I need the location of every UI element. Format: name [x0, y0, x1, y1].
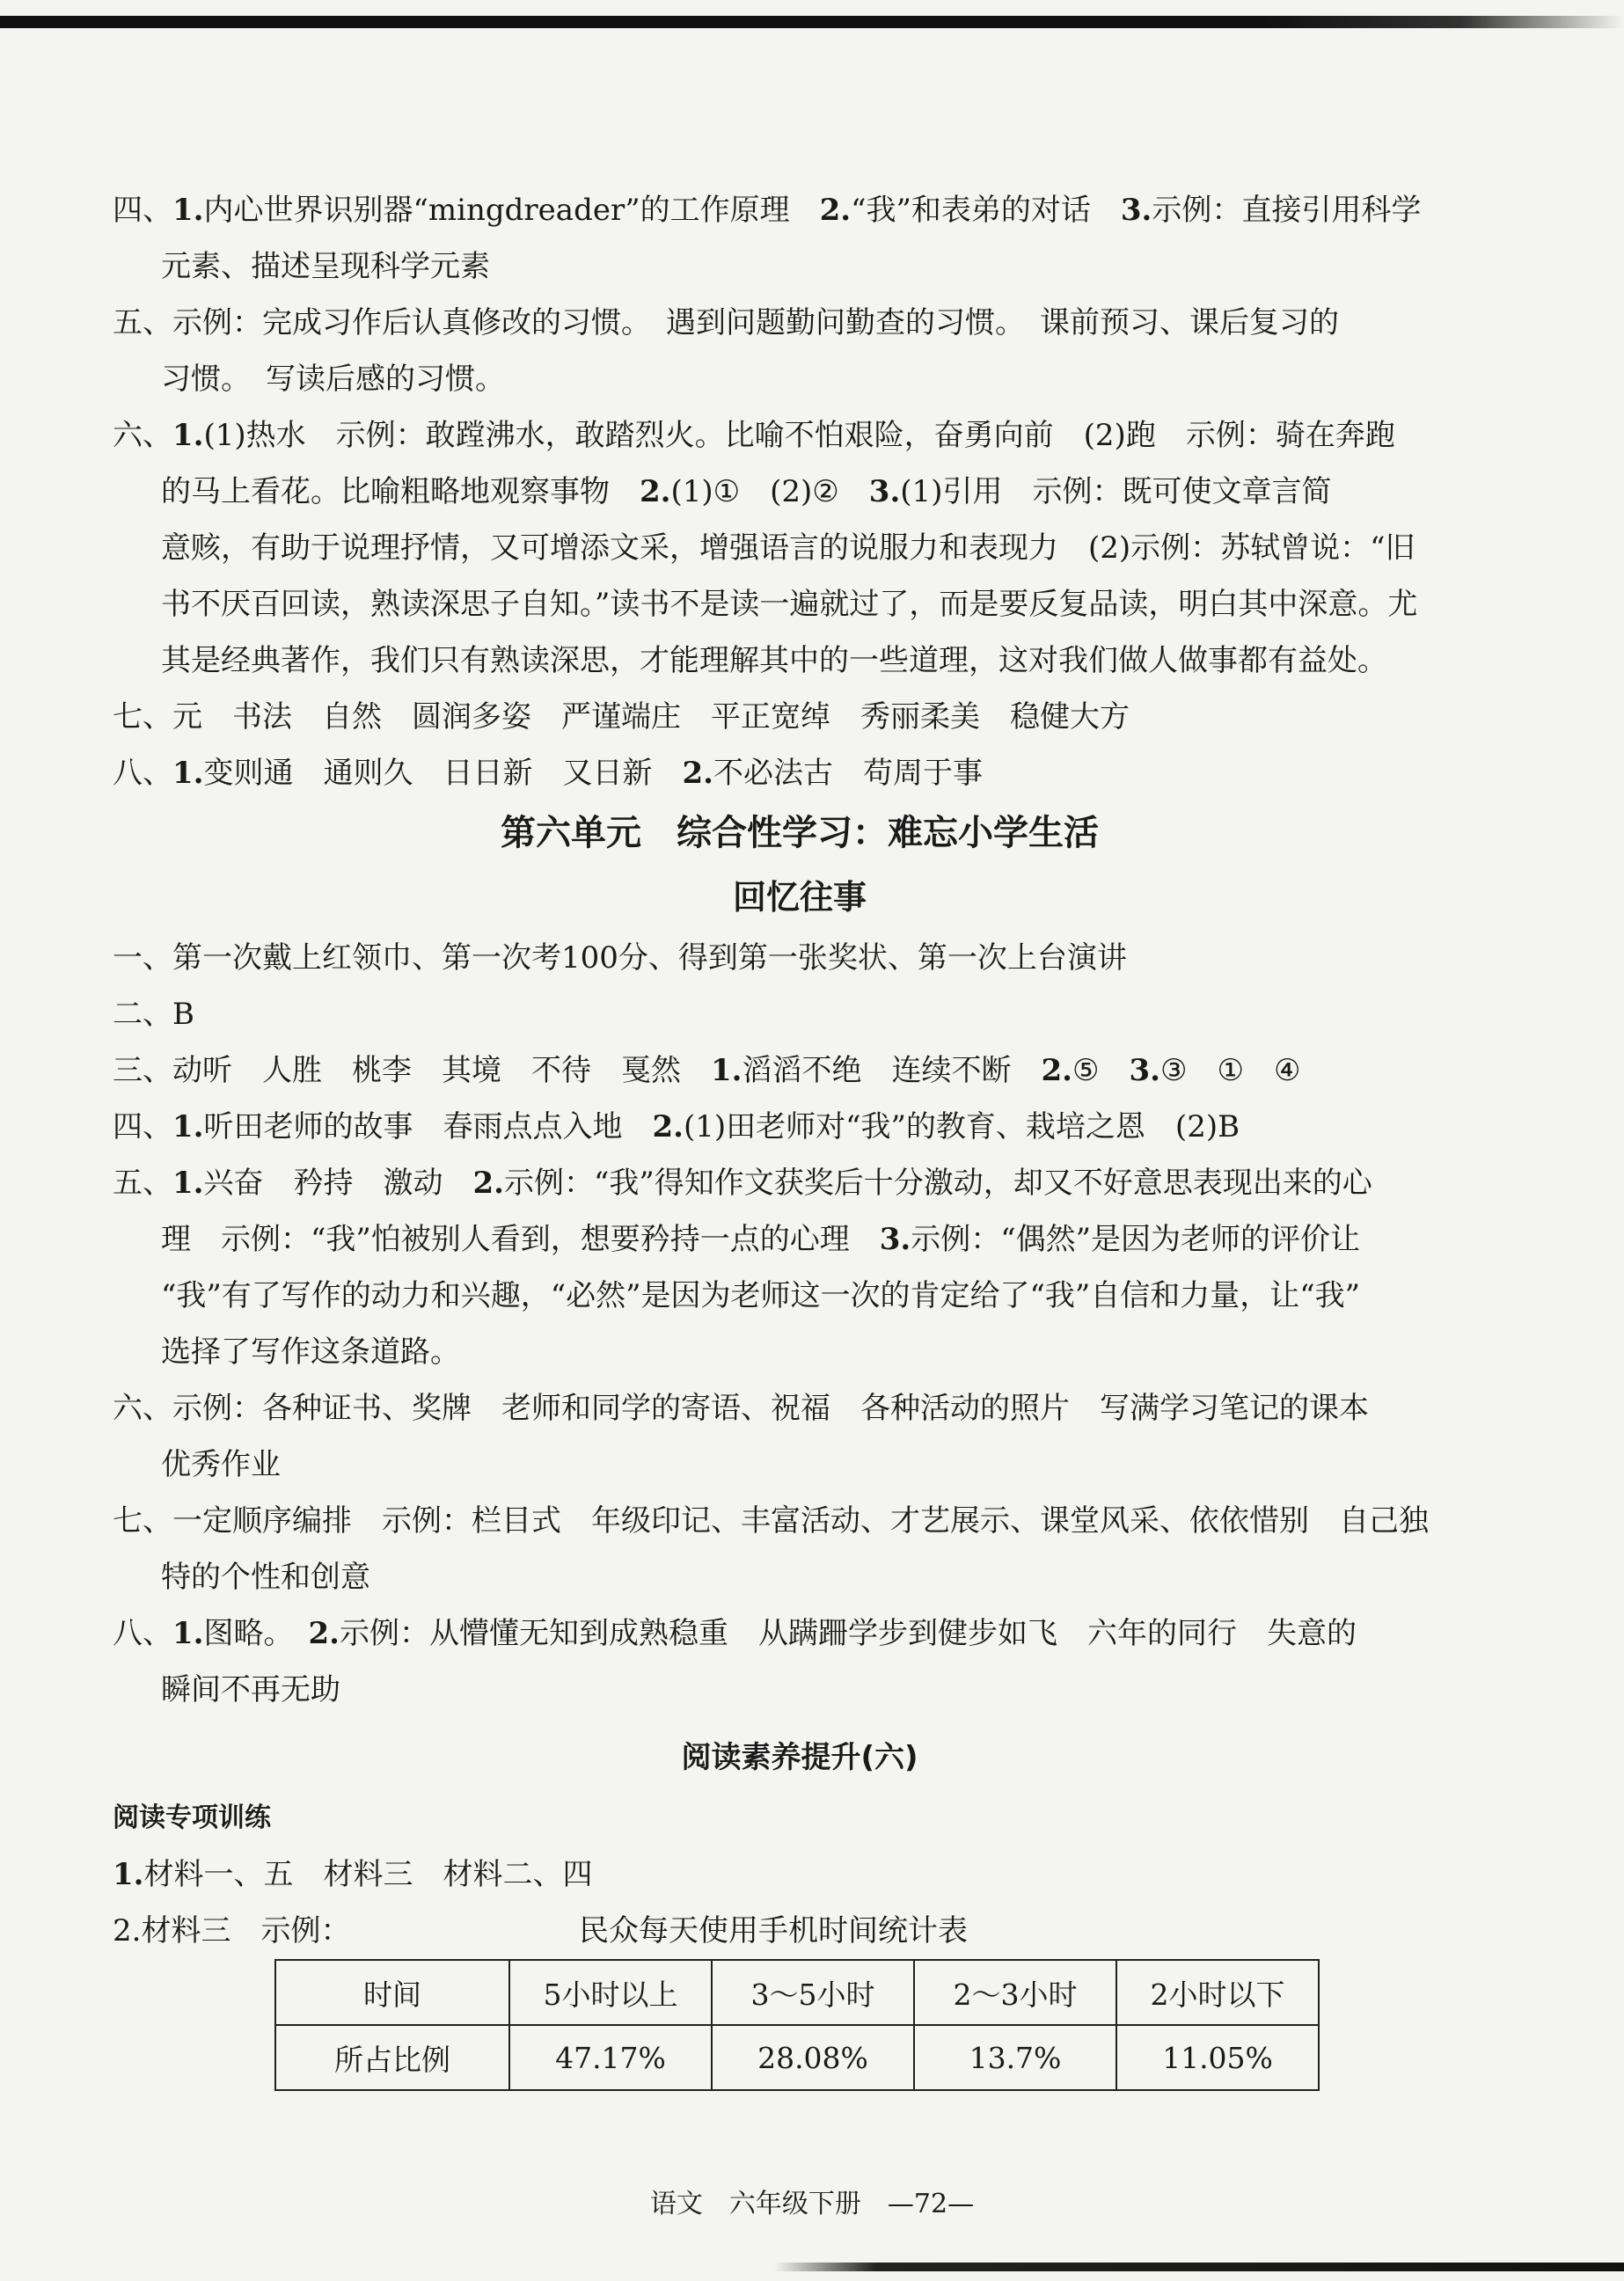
- answer-content: [113, 182, 1487, 1959]
- answer-line-6-cont-1: 的马上看花。比喻粗略地观察事物 2.(1)① (2)② 3.(1)引用 示例：既可使文章言简: [161, 474, 1332, 509]
- page-footer: 语文 六年级下册 —72—: [649, 2189, 975, 2219]
- phone-usage-table: [274, 1959, 1320, 2091]
- table-header-label: 时间: [275, 1960, 509, 2025]
- reading-answer-2: [113, 1903, 1487, 1959]
- recall-line-7: 七、一定顺序编排 示例：栏目式 年级印记、丰富活动、才艺展示、课堂风采、依依惜别 自己独: [113, 1503, 1429, 1539]
- recall-line-5: 五、1.兴奋 矜持 激动 2.示例：“我”得知作文获奖后十分激动，却又不好意思表现出来的心: [113, 1166, 1372, 1201]
- table-cell: 47.17%: [509, 2025, 712, 2090]
- table-header-cell: 3～5小时: [712, 1960, 914, 2025]
- table-cell: 13.7%: [914, 2025, 1116, 2090]
- answer-line-8: 八、1.变则通 通则久 日日新 又日新 2.不必法古 苟周于事: [113, 756, 983, 791]
- recall-line-8-cont: 瞬间不再无助: [161, 1672, 340, 1707]
- reading-answer-1: 1.材料一、五 材料三 材料二、四: [113, 1857, 593, 1892]
- answer-line-5-cont: 习惯。 写读后感的习惯。: [161, 362, 505, 397]
- answer-line-6-cont-4: 其是经典著作，我们只有熟读深思，才能理解其中的一些道理，这对我们做人做事都有益处。: [161, 643, 1387, 678]
- recall-line-5-cont-1: 理 示例：“我”怕被别人看到，想要矜持一点的心理 3.示例：“偶然”是因为老师的评价让: [161, 1222, 1361, 1257]
- answer-line-5: 五、示例：完成习作后认真修改的习惯。 遇到问题勤问勤查的习惯。 课前预习、课后复习的: [113, 305, 1339, 340]
- table-cell: 11.05%: [1116, 2025, 1319, 2090]
- recall-line-8: 八、1.图略。 2.示例：从懵懂无知到成熟稳重 从蹒跚学步到健步如飞 六年的同行 失意的: [113, 1616, 1357, 1651]
- answer-line-6-cont-3: 书不厌百回读，熟读深思子自知。”读书不是读一遍就过了，而是要反复品读，明白其中深意。尤: [161, 587, 1418, 622]
- recall-line-4: 四、1.听田老师的故事 春雨点点入地 2.(1)田老师对“我”的教育、栽培之恩 (2)B: [113, 1109, 1240, 1144]
- recall-line-3: 三、动听 人胜 桃李 其境 不待 戛然 1.滔滔不绝 连续不断 2.⑤ 3.③ ① ④: [113, 1053, 1301, 1088]
- table-header-cell: 5小时以上: [509, 1960, 712, 2025]
- recall-line-5-cont-2: “我”有了写作的动力和兴趣，“必然”是因为老师这一次的肯定给了“我”自信和力量，让“我”: [161, 1278, 1361, 1313]
- recall-line-6: 六、示例：各种证书、奖牌 老师和同学的寄语、祝福 各种活动的照片 写满学习笔记的课本: [113, 1391, 1369, 1426]
- bottom-rule: [774, 2263, 1624, 2271]
- table-cell: 28.08%: [712, 2025, 914, 2090]
- unit-title: 第六单元 综合性学习：难忘小学生活: [501, 813, 1099, 853]
- table-row: [275, 2025, 1319, 2090]
- top-rule: [0, 16, 1624, 28]
- table-row-label: 所占比例: [275, 2025, 509, 2090]
- recall-line-6-cont: 优秀作业: [161, 1447, 281, 1482]
- table-caption: 民众每天使用手机时间统计表: [579, 1913, 968, 1948]
- table-header-cell: 2～3小时: [914, 1960, 1116, 2025]
- answer-line-4: 四、1.内心世界识别器“mingdreader”的工作原理 2.“我”和表弟的对话 3.示例：直接引用科学: [113, 193, 1422, 228]
- answer-line-7: 七、元 书法 自然 圆润多姿 严谨端庄 平正宽绰 秀丽柔美 稳健大方: [113, 699, 1130, 735]
- reading-answer-2-prefix: 2.材料三 示例：: [113, 1913, 351, 1948]
- reading-subtitle: 阅读专项训练: [113, 1802, 271, 1833]
- recall-line-2: 二、B: [113, 997, 194, 1032]
- recall-line-7-cont: 特的个性和创意: [161, 1560, 370, 1595]
- answer-line-6-cont-2: 意赅，有助于说理抒情，又可增添文采，增强语言的说服力和表现力 (2)示例：苏轼曾说：“旧: [161, 530, 1416, 566]
- recall-line-5-cont-3: 选择了写作这条道路。: [161, 1334, 460, 1370]
- answer-line-4-cont: 元素、描述呈现科学元素: [161, 249, 490, 284]
- table-header-row: [275, 1960, 1319, 2025]
- table-header-cell: 2小时以下: [1116, 1960, 1319, 2025]
- reading-title: 阅读素养提升(六): [681, 1740, 918, 1775]
- recall-line-1: 一、第一次戴上红领巾、第一次考100分、得到第一张奖状、第一次上台演讲: [113, 940, 1127, 976]
- answer-line-6: 六、1.(1)热水 示例：敢蹚沸水，敢踏烈火。比喻不怕艰险，奋勇向前 (2)跑 示例：骑在奔跑: [113, 418, 1395, 453]
- section-title: 回忆往事: [732, 878, 867, 917]
